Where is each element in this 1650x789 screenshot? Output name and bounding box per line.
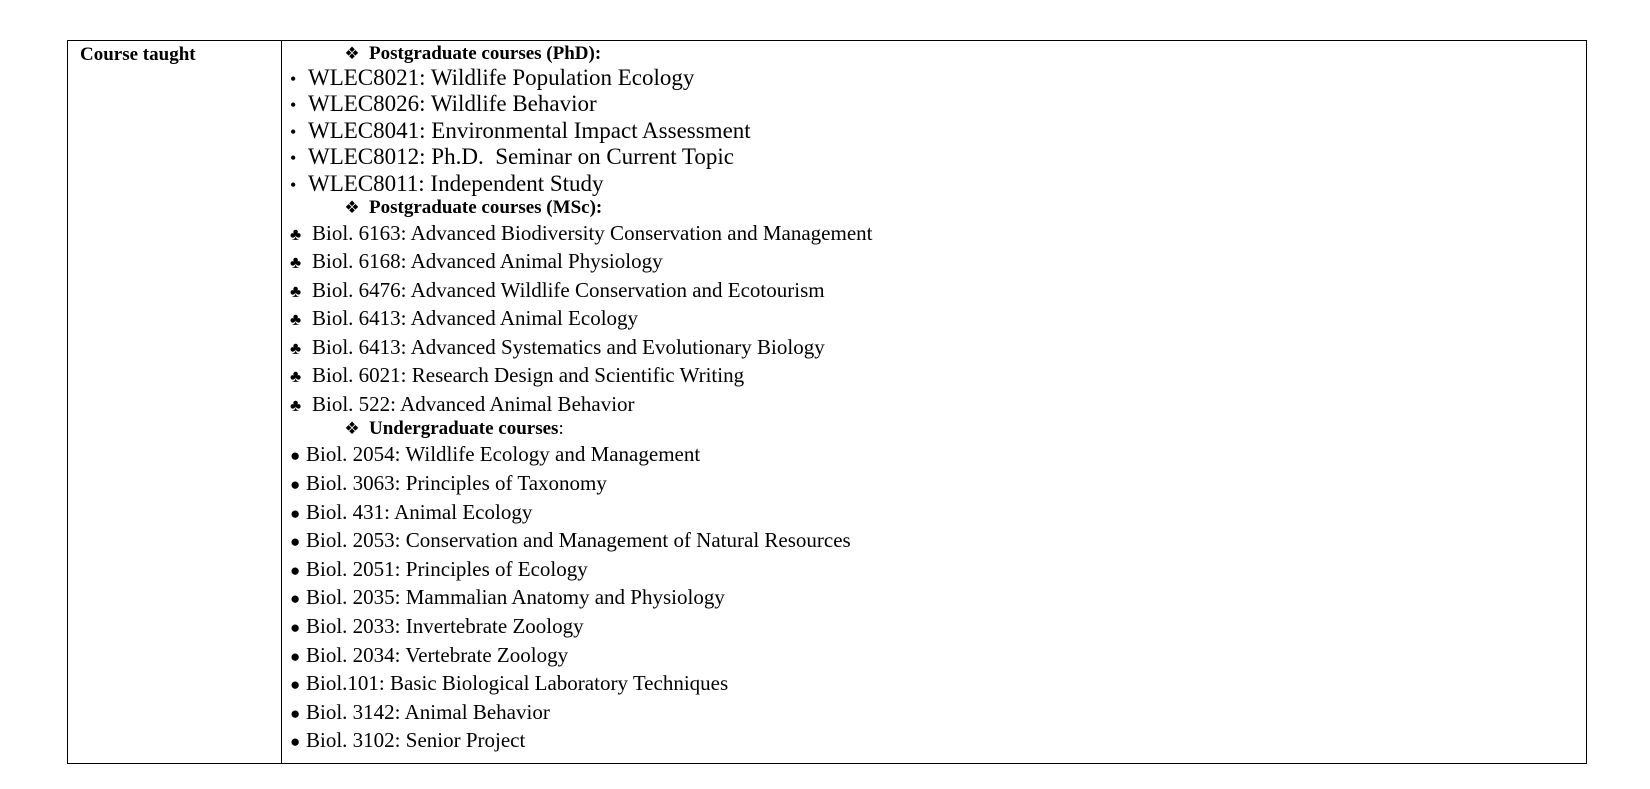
list-item [290,526,1586,555]
club-bullet-icon: ♣ [290,395,302,415]
list-item [290,91,1586,117]
club-bullet-icon: ♣ [290,367,302,387]
course-text: WLEC8041: Environmental Impact Assessment [308,117,751,143]
bullet-icon: • [290,95,297,116]
diamond-bullet-icon: ❖ [344,197,360,217]
row-label-text: Course taught [80,44,196,65]
course-text: Biol. 6163: Advanced Biodiversity Conservation and Management [312,220,873,245]
dot-bullet-icon: ● [290,503,301,523]
course-text: Biol. 2054: Wildlife Ecology and Management [306,442,701,467]
courses-table [67,40,1587,764]
dot-bullet-icon: ● [290,589,301,609]
bullet-icon: • [290,121,297,142]
course-text: Biol. 2053: Conservation and Management of Natural Resources [306,528,851,553]
list-item [290,669,1586,698]
diamond-bullet-icon: ❖ [344,44,360,63]
ug-heading-colon: : [558,418,564,440]
course-text: Biol. 2034: Vertebrate Zoology [306,642,569,667]
course-text: Biol. 6413: Advanced Systematics and Evolutionary Biology [312,334,825,359]
list-item [290,390,1586,419]
dot-bullet-icon: ● [290,703,301,723]
course-text: WLEC8011: Independent Study [308,170,604,196]
list-item [290,304,1586,333]
course-text: Biol. 2035: Mammalian Anatomy and Physiology [306,585,725,610]
list-item [290,440,1586,469]
dot-bullet-icon: ● [290,618,301,638]
bullet-icon: • [290,174,297,195]
list-item [290,276,1586,305]
course-text: Biol. 3142: Animal Behavior [306,699,550,724]
course-text: Biol. 2051: Principles of Ecology [306,556,588,581]
phd-heading-text: Postgraduate courses (PhD): [369,43,602,64]
course-text: WLEC8021: Wildlife Population Ecology [308,65,695,90]
club-bullet-icon: ♣ [290,338,302,358]
list-item [290,333,1586,362]
course-text: Biol. 522: Advanced Animal Behavior [312,391,635,416]
course-text: Biol. 6021: Research Design and Scientific Writing [312,363,745,388]
list-item [290,612,1586,641]
bullet-icon: • [290,148,297,169]
course-text: Biol. 3102: Senior Project [306,728,526,753]
club-bullet-icon: ♣ [290,224,302,244]
dot-bullet-icon: ● [290,560,301,580]
list-item [290,144,1586,170]
club-bullet-icon: ♣ [290,253,302,273]
dot-bullet-icon: ● [290,475,301,495]
list-item [290,361,1586,390]
course-text: WLEC8012: Ph.D. Seminar on Current Topic [308,144,734,170]
msc-heading-text: Postgraduate courses (MSc): [369,196,603,218]
list-item [290,118,1586,144]
row-label [68,41,282,764]
list-item [290,247,1586,276]
list-item [290,726,1586,755]
dot-bullet-icon: ● [290,675,301,695]
diamond-bullet-icon: ❖ [344,419,360,439]
course-text: Biol. 2033: Invertebrate Zoology [306,614,584,639]
dot-bullet-icon: ● [290,646,301,666]
list-item [290,641,1586,670]
bullet-icon: • [290,69,297,89]
ug-section-heading [290,418,1586,440]
table-row [68,41,1587,764]
list-item [290,219,1586,248]
list-item [290,498,1586,527]
msc-section-heading [290,197,1586,219]
dot-bullet-icon: ● [290,446,301,466]
list-item [290,65,1586,91]
course-text: Biol. 431: Animal Ecology [306,499,533,524]
club-bullet-icon: ♣ [290,310,302,330]
ug-heading-text: Undergraduate courses [369,418,559,440]
course-text: Biol. 6413: Advanced Animal Ecology [312,306,639,331]
phd-section-heading [290,43,1586,65]
course-text: Biol. 6476: Advanced Wildlife Conservation and Ecotourism [312,277,825,302]
course-text: WLEC8026: Wildlife Behavior [308,91,597,117]
course-text: Biol. 6168: Advanced Animal Physiology [312,249,663,274]
list-item [290,555,1586,584]
course-text: Biol. 3063: Principles of Taxonomy [306,471,607,496]
club-bullet-icon: ♣ [290,281,302,301]
list-item [290,698,1586,727]
dot-bullet-icon: ● [290,732,301,752]
list-item [290,469,1586,498]
course-text: Biol.101: Basic Biological Laboratory Techniques [306,671,729,696]
course-list-cell [282,41,1587,764]
dot-bullet-icon: ● [290,532,301,552]
list-item [290,583,1586,612]
list-item [290,171,1586,197]
